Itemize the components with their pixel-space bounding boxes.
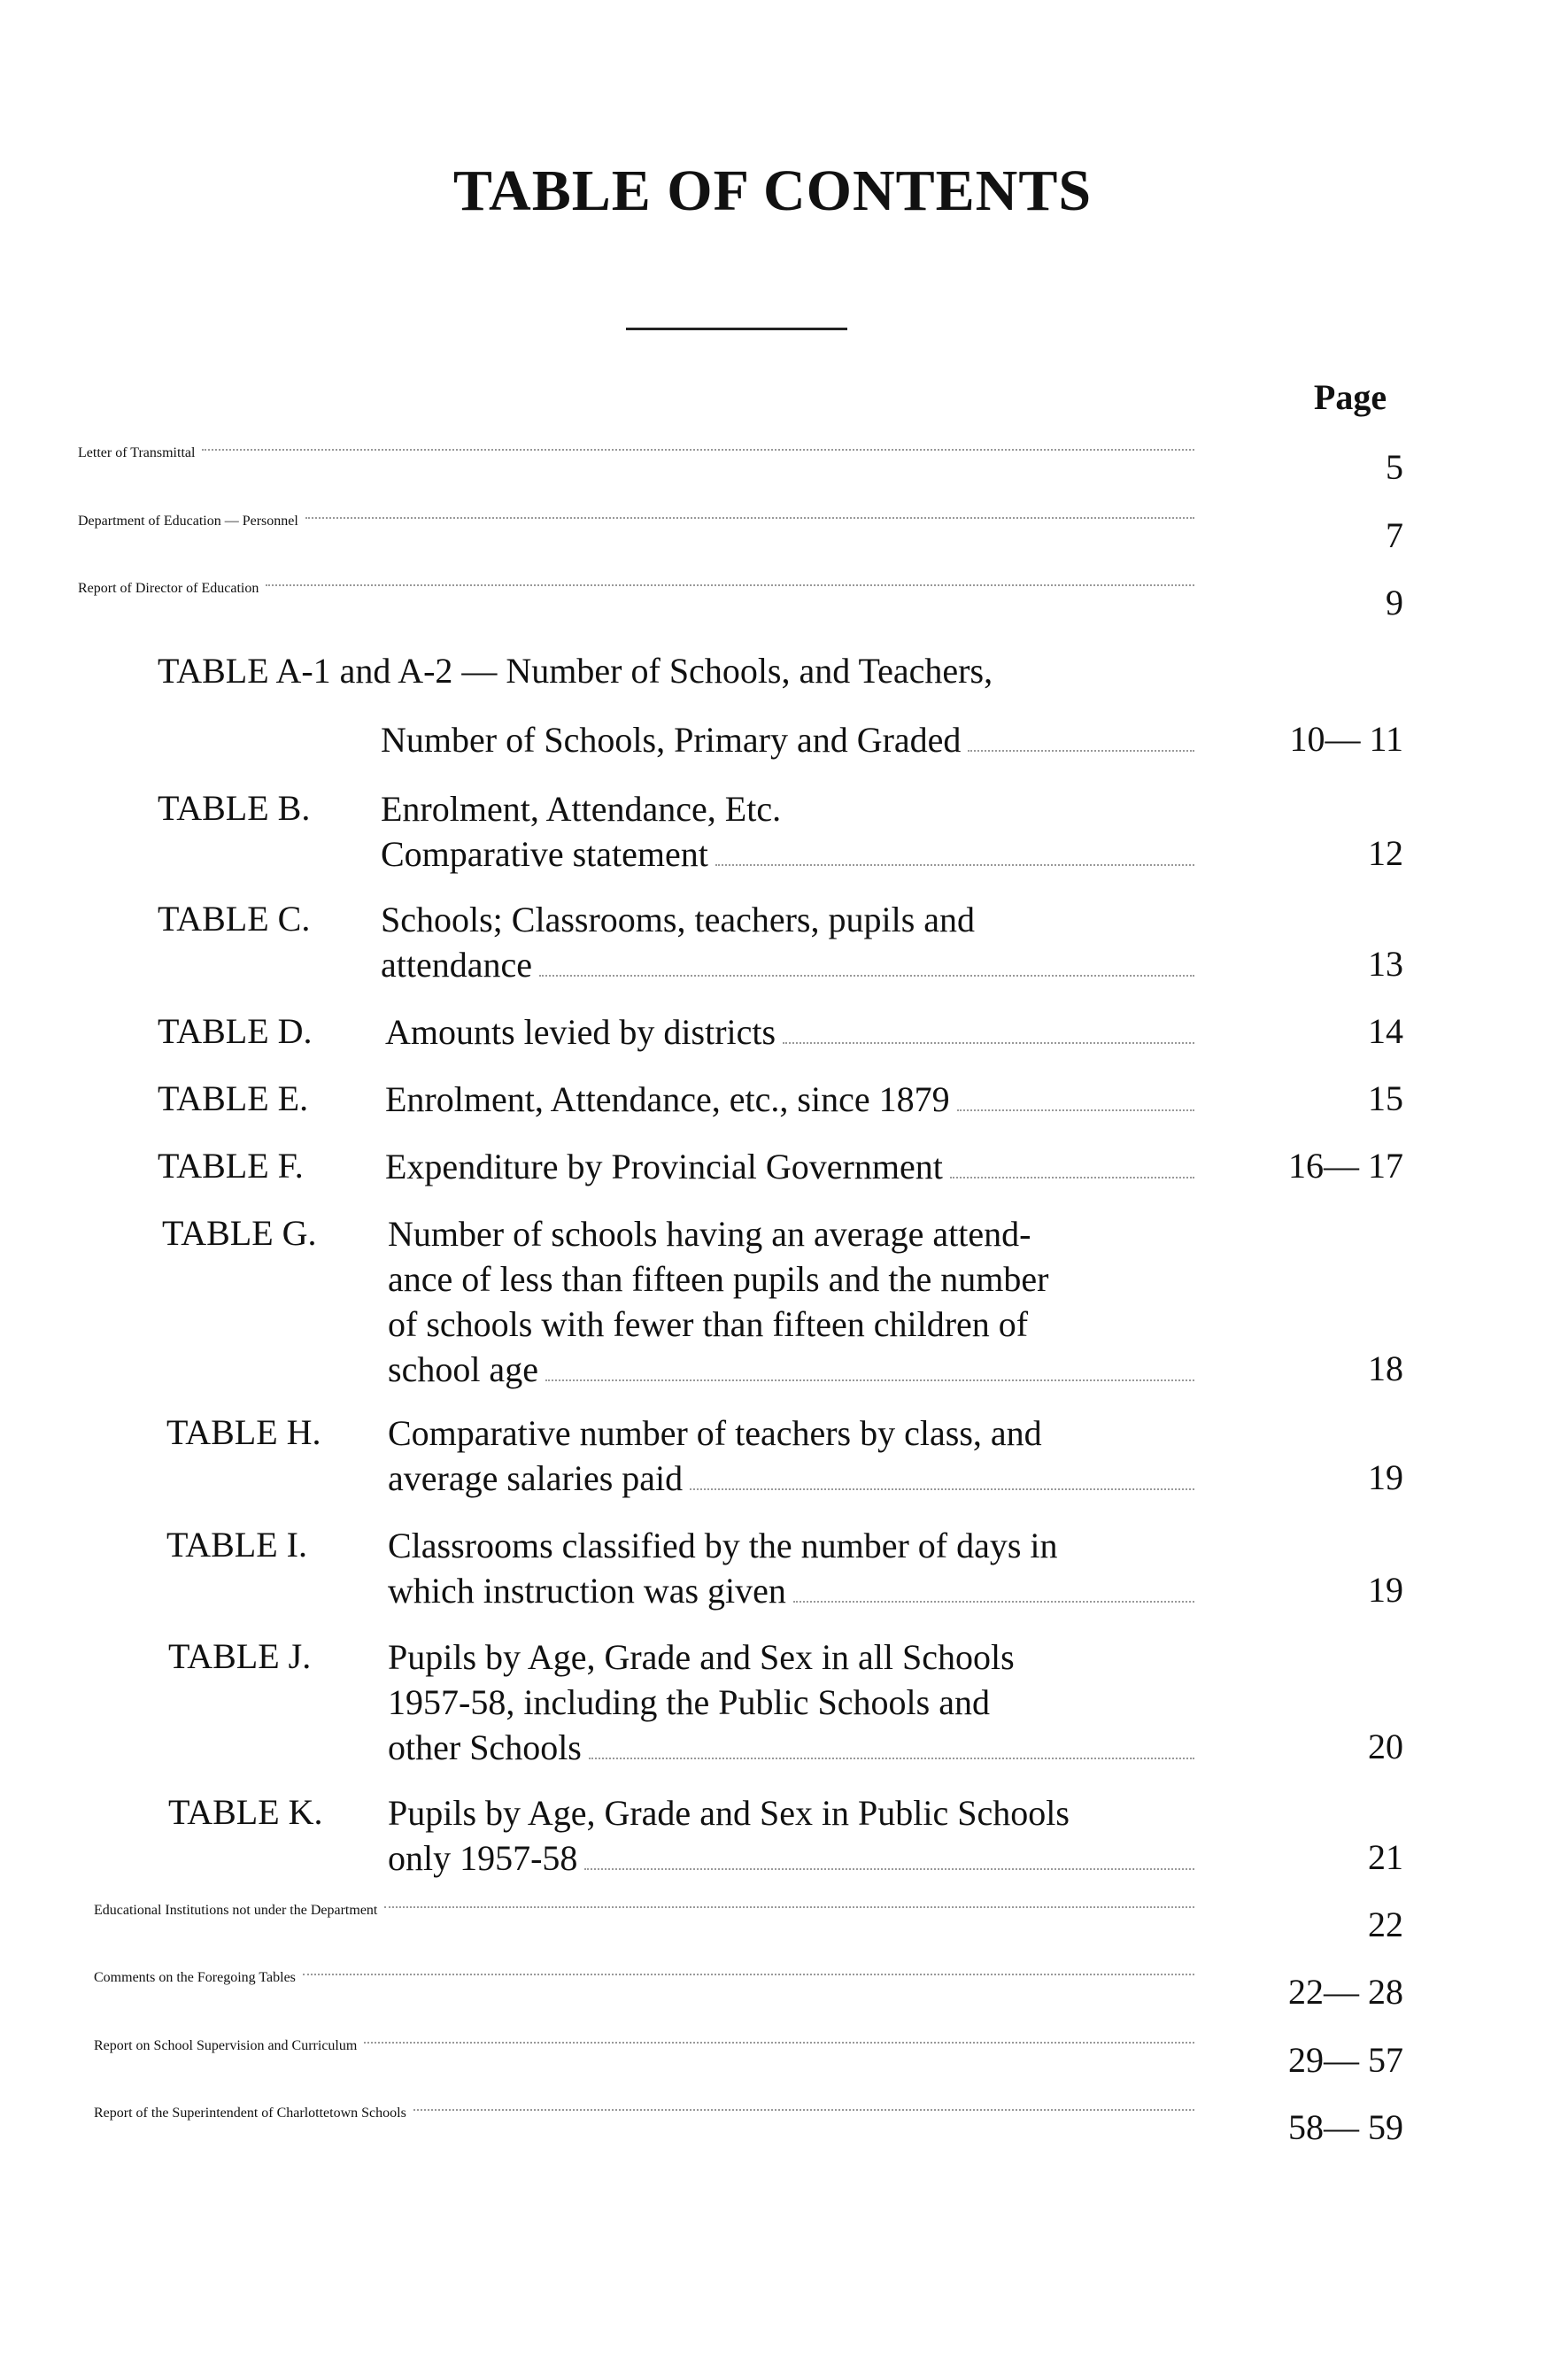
leader-dots — [384, 1906, 1194, 1908]
table-j-entry[interactable] — [388, 1634, 1200, 1770]
toc-entry-supervision[interactable] — [94, 2038, 1200, 2054]
table-a-label: TABLE A-1 and A-2 — Number of Schools, and Teachers, — [158, 651, 993, 691]
leader-dots — [303, 1974, 1194, 1975]
table-g-line-4: school age — [388, 1349, 538, 1389]
table-g-line-2: ance of less than fifteen pupils and the number — [388, 1259, 1049, 1299]
leader-dots — [584, 1868, 1194, 1870]
page-title: TABLE OF CONTENTS — [452, 158, 1093, 223]
table-d-line: Amounts levied by districts — [385, 1012, 776, 1052]
table-g-label: TABLE G. — [162, 1213, 317, 1253]
table-a-line: Number of Schools, Primary and Graded — [381, 720, 962, 760]
toc-page-number: 13 — [1368, 944, 1403, 984]
table-e-entry[interactable] — [385, 1077, 1200, 1122]
table-j-line-3: other Schools — [388, 1727, 582, 1767]
table-e-label: TABLE E. — [158, 1078, 309, 1118]
toc-entry-transmittal[interactable] — [78, 445, 1200, 461]
toc-page-number: 12 — [1368, 833, 1403, 873]
toc-entry-text: Comments on the Foregoing Tables — [94, 1970, 296, 1985]
toc-entry-text: Letter of Transmittal — [78, 445, 196, 460]
table-h-label: TABLE H. — [166, 1412, 321, 1452]
table-b-line-1: Enrolment, Attendance, Etc. — [381, 789, 782, 829]
table-j-line-1: Pupils by Age, Grade and Sex in all Schools — [388, 1637, 1015, 1677]
leader-dots — [305, 517, 1194, 519]
toc-entry-text: Educational Institutions not under the Department — [94, 1903, 378, 1918]
table-k-label: TABLE K. — [168, 1792, 323, 1832]
table-i-line-2: which instruction was given — [388, 1571, 786, 1611]
toc-entry-superintendent[interactable] — [94, 2106, 1200, 2121]
table-e-line: Enrolment, Attendance, etc., since 1879 — [385, 1079, 950, 1119]
table-c-line-2: attendance — [381, 945, 532, 985]
leader-dots — [539, 975, 1194, 977]
toc-page-number: 10— 11 — [1289, 719, 1403, 759]
table-b-label: TABLE B. — [158, 788, 311, 828]
table-a-entry[interactable] — [381, 717, 1200, 762]
toc-page-number: 14 — [1368, 1011, 1403, 1051]
leader-dots — [364, 2042, 1194, 2044]
toc-entry-personnel[interactable] — [78, 514, 1200, 529]
toc-entry-director-report[interactable] — [78, 581, 1200, 597]
toc-entry-text: Department of Education — Personnel — [78, 514, 298, 529]
toc-page-number: 19 — [1368, 1570, 1403, 1610]
toc-page-number: 7 — [1386, 515, 1403, 555]
toc-page-number: 16— 17 — [1288, 1146, 1403, 1186]
table-c-label: TABLE C. — [158, 899, 311, 939]
leader-dots — [968, 750, 1194, 752]
leader-dots — [715, 864, 1194, 866]
table-c-line-1: Schools; Classrooms, teachers, pupils and — [381, 900, 976, 939]
leader-dots — [783, 1042, 1194, 1044]
table-g-line-3: of schools with fewer than fifteen children of — [388, 1304, 1029, 1344]
table-i-label: TABLE I. — [166, 1525, 307, 1565]
table-g-entry[interactable] — [388, 1211, 1200, 1392]
leader-dots — [690, 1488, 1194, 1490]
toc-page-number: 58— 59 — [1288, 2107, 1403, 2147]
toc-entry-text: Report of Director of Education — [78, 581, 259, 596]
table-f-label: TABLE F. — [158, 1146, 304, 1186]
table-i-entry[interactable] — [388, 1523, 1200, 1613]
table-h-line-2: average salaries paid — [388, 1458, 684, 1498]
toc-page-number: 5 — [1386, 447, 1403, 487]
toc-entry-text: Report of the Superintendent of Charlottetown Schools — [94, 2106, 406, 2121]
toc-page-number: 19 — [1368, 1457, 1403, 1497]
toc-page-number: 21 — [1368, 1837, 1403, 1877]
toc-page-number: 9 — [1386, 583, 1403, 622]
leader-dots — [202, 449, 1194, 451]
table-h-entry[interactable] — [388, 1410, 1200, 1501]
leader-dots — [545, 1379, 1194, 1381]
leader-dots — [266, 584, 1194, 586]
table-j-label: TABLE J. — [168, 1636, 312, 1676]
leader-dots — [957, 1109, 1194, 1111]
table-d-label: TABLE D. — [158, 1011, 313, 1051]
toc-page-number: 22 — [1368, 1905, 1403, 1944]
table-d-entry[interactable] — [385, 1009, 1200, 1055]
page-column-header: Page — [1313, 377, 1387, 417]
toc-page-number: 22— 28 — [1288, 1972, 1403, 2012]
table-k-line-2: only 1957-58 — [388, 1838, 578, 1878]
toc-entry-comments[interactable] — [94, 1970, 1200, 1986]
leader-dots — [950, 1177, 1194, 1178]
leader-dots — [793, 1601, 1194, 1603]
toc-page-number: 20 — [1368, 1727, 1403, 1766]
table-k-entry[interactable] — [388, 1790, 1200, 1881]
toc-page-number: 15 — [1368, 1078, 1403, 1118]
title-rule — [626, 328, 847, 330]
table-j-line-2: 1957-58, including the Public Schools and — [388, 1682, 990, 1722]
toc-entry-institutions[interactable] — [94, 1903, 1200, 1919]
toc-entry-text: Report on School Supervision and Curriculum — [94, 2038, 358, 2053]
table-g-line-1: Number of schools having an average attend- — [388, 1214, 1031, 1254]
table-f-line: Expenditure by Provincial Government — [385, 1147, 943, 1186]
table-c-entry[interactable] — [381, 897, 1200, 987]
leader-dots — [413, 2109, 1194, 2111]
leader-dots — [589, 1758, 1194, 1759]
table-b-entry[interactable] — [381, 786, 1200, 877]
toc-page-number: 29— 57 — [1288, 2040, 1403, 2080]
toc-page-number: 18 — [1368, 1348, 1403, 1388]
table-i-line-1: Classrooms classified by the number of days in — [388, 1526, 1058, 1565]
table-h-line-1: Comparative number of teachers by class, and — [388, 1413, 1042, 1453]
table-f-entry[interactable] — [385, 1144, 1200, 1189]
table-k-line-1: Pupils by Age, Grade and Sex in Public Schools — [388, 1793, 1070, 1833]
table-b-line-2: Comparative statement — [381, 834, 708, 874]
